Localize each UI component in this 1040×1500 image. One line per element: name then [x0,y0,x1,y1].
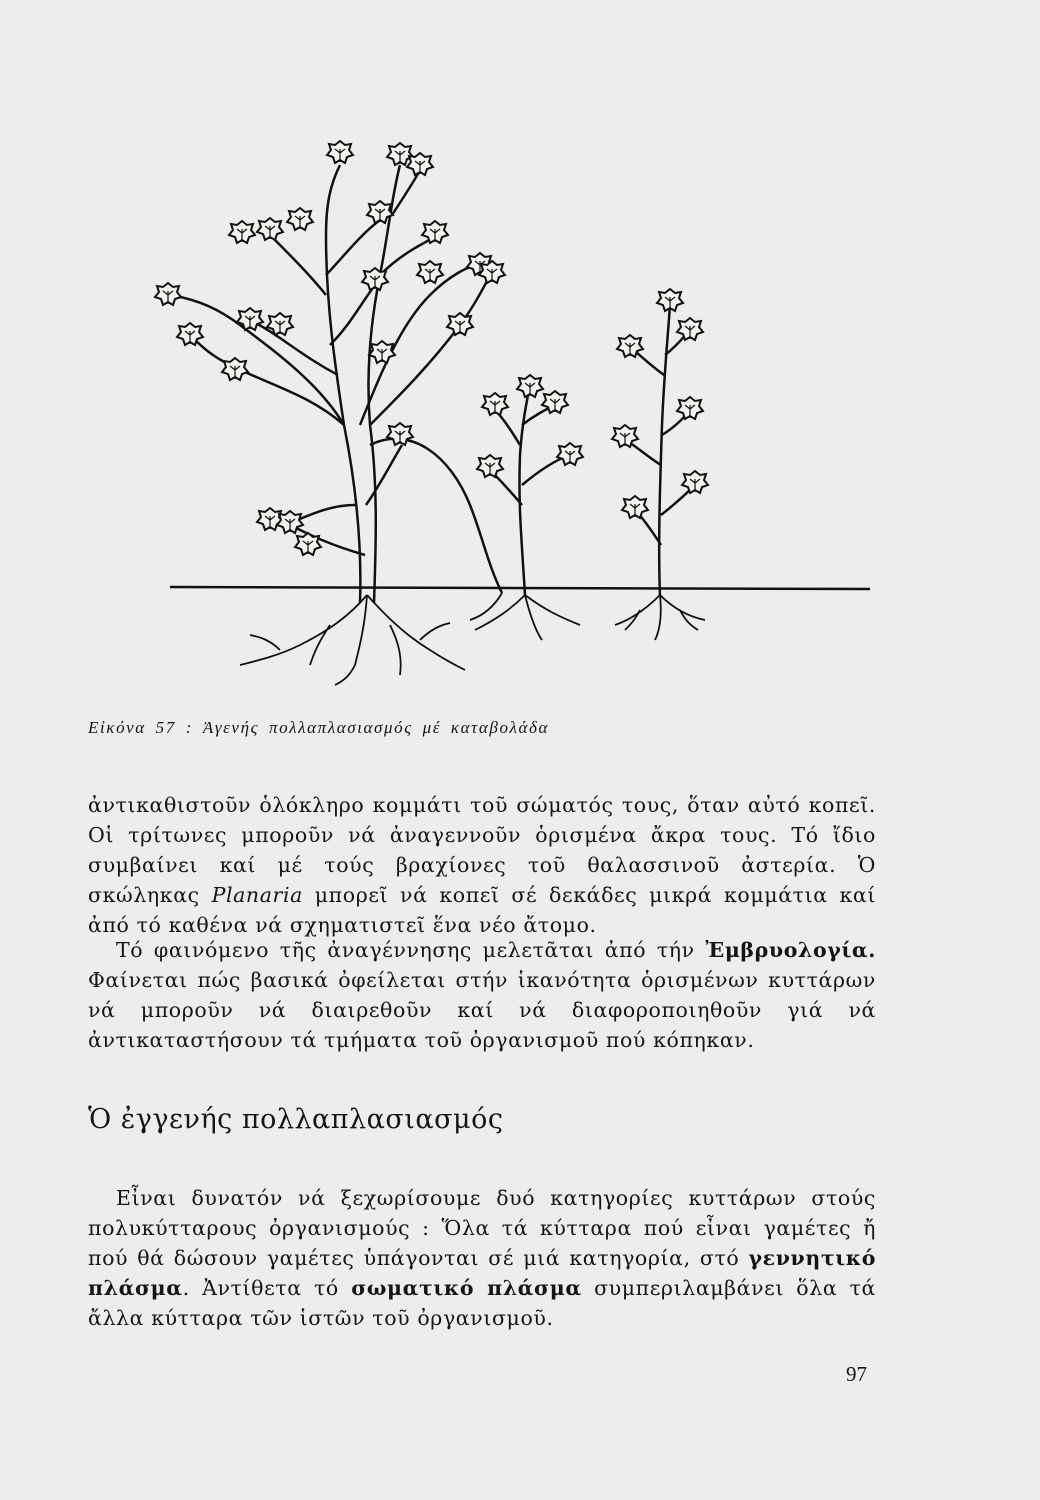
layering-illustration [130,125,890,715]
paragraph-text: Φαίνεται πώς βασικά ὀφείλεται στήν ἱκανότητα ὁρισμένων κυττάρων νά μποροῦν νά διαιρεθοῦν καί νά διαφοροποιηθοῦν γιά νά ἀντικαταστήσουν τά τμήματα τοῦ ὀργανισμοῦ πού κόπηκαν. [88,968,876,1052]
section-heading: Ὁ ἐγγενής πολλαπλασιασμός [88,1104,504,1135]
paragraph-text: μπορεῖ νά κοπεῖ σέ δεκάδες μικρά κομμάτια καί ἀπό τό καθένα νά σχηματιστεῖ ἕνα νέο ἄτομο. [88,883,876,937]
bold-term: σωματικό πλάσμα [351,1276,582,1300]
bold-term: Ἐμβρυολογία. [705,938,876,962]
leaves [155,141,708,555]
page-number: 97 [846,1362,867,1386]
ground-line [170,587,870,589]
parent-plant [170,165,502,603]
paragraph-text: Τό φαινόμενο τῆς ἀναγέννησης μελετᾶται ἀπό τήν [116,938,706,962]
roots [240,593,705,685]
middle-plant [490,385,570,595]
bold-term: γεννητικό πλάσμα [88,1246,876,1300]
paragraph-text: συμπεριλαμβάνει ὅλα τά ἄλλα κύτταρα τῶν ἱστῶν τοῦ ὀργανισμοῦ. [88,1276,876,1330]
paragraph-text: . Ἀντίθετα τό [182,1276,352,1300]
paragraph-embryology [88,935,876,1055]
paragraph-text: ἀντικαθιστοῦν ὁλόκληρο κομμάτι τοῦ σώματός τους, ὅταν αὐτό κοπεῖ. Οἱ τρίτωνες μποροῦν νά ἀναγεννοῦν ὁρισμένα ἄκρα τους. Τό ἴδιο συμβαίνει καί μέ τούς βραχίονες τοῦ θαλασσινοῦ ἀστερία. Ὁ σκώληκας [88,793,876,907]
paragraph-text: Εἶναι δυνατόν νά ξεχωρίσουμε δυό κατηγορίες κυττάρων στούς πολυκύτταρους ὀργανισμούς : Ὅλα τά κύτταρα πού εἶναι γαμέτες ἤ πού θά δώσουν γαμέτες ὑπάγονται σέ μιά κατηγορία, στό [88,1186,876,1270]
paragraph-cell-categories [88,1183,876,1333]
figure-caption: Εἰκόνα 57 : Ἀγενής πολλαπλασιασμός μέ καταβολάδα [88,718,550,737]
paragraph-regeneration-examples [88,790,876,940]
species-name: Planaria [211,883,303,907]
